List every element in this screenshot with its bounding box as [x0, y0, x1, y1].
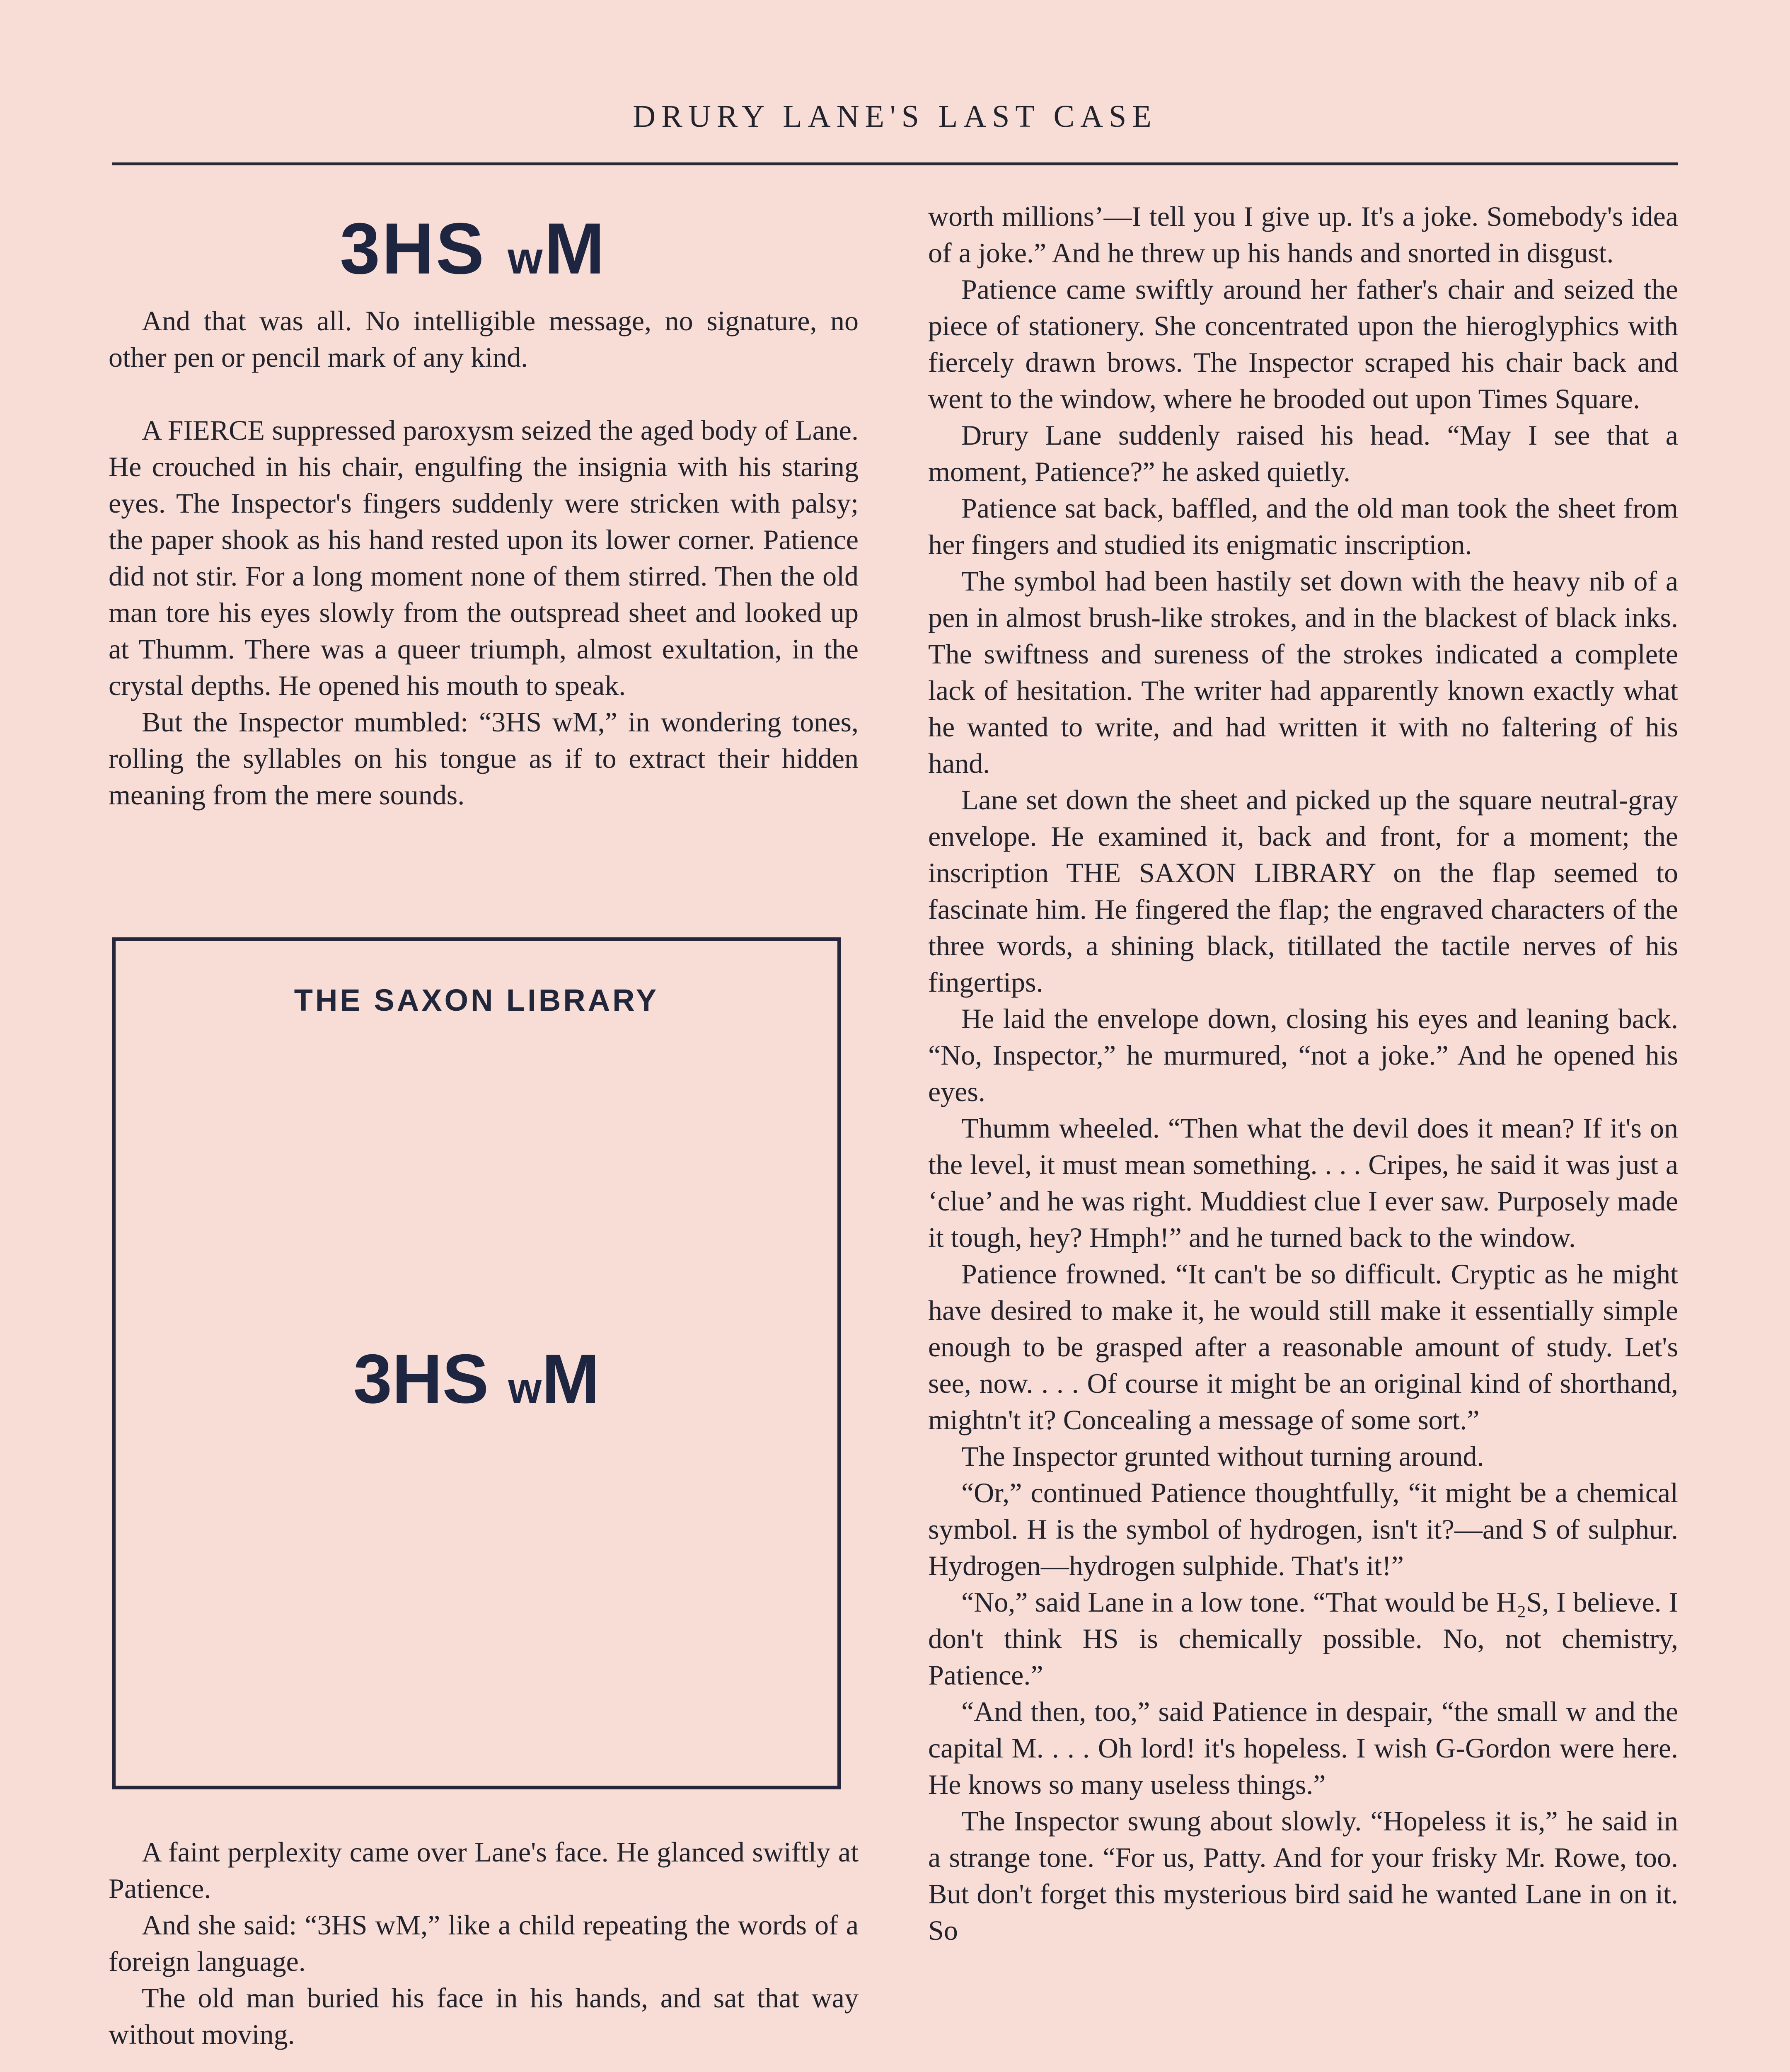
- left-column-top: [109, 303, 859, 813]
- running-head: DRURY LANE'S LAST CASE: [633, 99, 1157, 134]
- cipher-part-2: w: [508, 1364, 542, 1412]
- header-rule: [112, 162, 1678, 165]
- paragraph: Lane set down the sheet and picked up the square neutral-gray envelope. He examined it, back and front, for a moment; the inscription THE SAXON LIBRARY on the flap seemed to fascinate him. He fingered the flap; the engraved characters of the three words, a shining black, titillated the tactile nerves of his fingertips.: [928, 784, 1678, 998]
- paragraph: And that was all. No intelligible message, no signature, no other pen or pencil mark of any kind.: [109, 305, 859, 373]
- paragraph: “No,” said Lane in a low tone. “That would be H₂S, I believe. I don't think HS is chemically possible. No, not chemistry, Patience.”: [928, 1586, 1678, 1691]
- right-column: [928, 198, 1678, 1949]
- cipher-part-1: 3HS: [340, 208, 486, 289]
- envelope-illustration: [112, 937, 841, 1789]
- paragraph: And she said: “3HS wM,” like a child repeating the words of a foreign language.: [109, 1909, 859, 1977]
- paragraph: He laid the envelope down, closing his eyes and leaning back. “No, Inspector,” he murmured, “not a joke.” And he opened his eyes.: [928, 1003, 1678, 1107]
- left-column-bottom: [109, 1834, 859, 2053]
- paragraph: The symbol had been hastily set down with the heavy nib of a pen in almost brush-like strokes, and in the blackest of black inks. The swiftness and sureness of the strokes indicated a complete lack of hesitation. The writer had apparently known exactly what he wanted to write, and had written it with no faltering of his hand.: [928, 565, 1678, 779]
- paragraph: “Or,” continued Patience thoughtfully, “it might be a chemical symbol. H is the symbol of hydrogen, isn't it?—and S of sulphur. Hydrogen—hydrogen sulphide. That's it!”: [928, 1477, 1678, 1581]
- paragraph: But the Inspector mumbled: “3HS wM,” in wondering tones, rolling the syllables on his tongue as if to extract their hidden meaning from the mere sounds.: [109, 706, 859, 811]
- cipher-illustration-top: [340, 207, 606, 290]
- cipher-part-3: M: [544, 208, 607, 289]
- paragraph: The old man buried his face in his hands, and sat that way without moving.: [109, 1982, 859, 2050]
- paragraph: “And then, too,” said Patience in despair, “the small w and the capital M. . . . Oh lord! it's hopeless. I wish G-Gordon were here. He knows so many useless things.”: [928, 1696, 1678, 1800]
- paragraph: Drury Lane suddenly raised his head. “May I see that a moment, Patience?” he asked quietly.: [928, 419, 1678, 487]
- paragraph: Thumm wheeled. “Then what the devil does it mean? If it's on the level, it must mean something. . . . Cripes, he said it was just a ‘clue’ and he was right. Muddiest clue I ever saw. Purposely made it tough, hey? Hmph!” and he turned back to the window.: [928, 1112, 1678, 1253]
- envelope-cipher: [116, 1339, 837, 1419]
- paragraph: Patience came swiftly around her father's chair and seized the piece of stationery. She concentrated upon the hieroglyphics with fiercely drawn brows. The Inspector scraped his chair back and went to the window, where he brooded out upon Times Square.: [928, 274, 1678, 414]
- envelope-title: THE SAXON LIBRARY: [294, 983, 659, 1017]
- cipher-part-1: 3HS: [353, 1340, 489, 1418]
- paragraph: The Inspector swung about slowly. “Hopeless it is,” he said in a strange tone. “For us, Patty. And for your frisky Mr. Rowe, too. But don't forget this mysterious bird said he wanted Lane in on it. So: [928, 1805, 1678, 1946]
- paragraph: A FIERCE suppressed paroxysm seized the aged body of Lane. He crouched in his chair, engulfing the insignia with his staring eyes. The Inspector's fingers suddenly were stricken with palsy; the paper shook as his hand rested upon its lower corner. Patience did not stir. For a long moment none of them stirred. Then the old man tore his eyes slowly from the outspread sheet and looked up at Thumm. There was a queer triumph, almost exultation, in the crystal depths. He opened his mouth to speak.: [109, 414, 859, 701]
- paragraph: The Inspector grunted without turning around.: [961, 1440, 1484, 1472]
- paragraph: A faint perplexity came over Lane's face. He glanced swiftly at Patience.: [109, 1836, 859, 1904]
- paragraph: Patience sat back, baffled, and the old man took the sheet from her fingers and studied its enigmatic inscription.: [928, 492, 1678, 560]
- paragraph: Patience frowned. “It can't be so difficult. Cryptic as he might have desired to make it, he would still make it essentially simple enough to be grasped after a reasonable amount of study. Let's see, now. . . . Of course it might be an original kind of shorthand, mightn't it? Concealing a message of some sort.”: [928, 1258, 1678, 1435]
- cipher-part-3: M: [542, 1340, 600, 1418]
- cipher-part-2: w: [508, 233, 544, 283]
- paragraph: worth millions’—I tell you I give up. It's a joke. Somebody's idea of a joke.” And he threw up his hands and snorted in disgust.: [928, 201, 1678, 269]
